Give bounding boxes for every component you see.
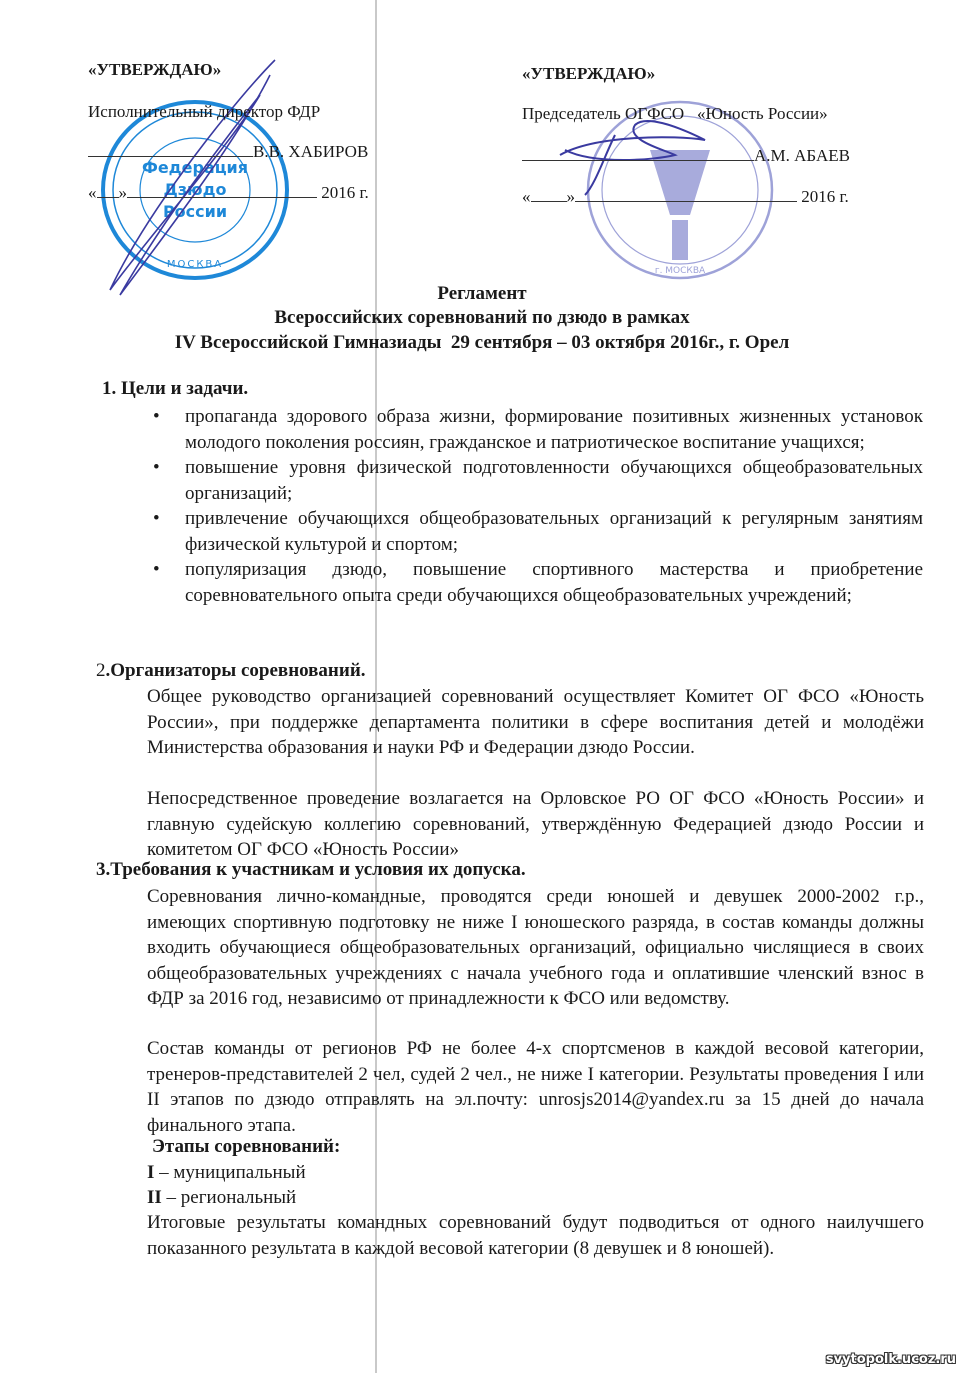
approve-year-right: 2016 г. [801, 187, 849, 206]
list-item [143, 557, 923, 608]
section-2-para-2: Непосредственное проведение возлагается на Орловское РО ОГ ФСО «Юность России» и главную судейскую коллегию соревнований, утверждённую Федерацией дзюдо России и комитетом ОГ ФСО «Юность России» [147, 788, 924, 860]
stamp-right-city: г. МОСКВА [654, 266, 706, 276]
section-1-list [143, 404, 923, 608]
bullet-icon: • [153, 457, 160, 478]
bullet-icon: • [153, 406, 160, 427]
section-1-heading: 1. Цели и задачи. [102, 378, 249, 399]
list-item [143, 404, 923, 455]
section-3-para-3: Итоговые результаты командных соревнований будут подводиться от одного наилучшего показанного результата в каждой весовой категории (8 девушек и 8 юношей). [147, 1212, 924, 1259]
section-3-para-1: Соревнования лично-командные, проводятся среди юношей и девушек 2000-2002 г.р., имеющих спортивную подготовку не ниже I юношеского разряда, в состав команды должны входить обучающиеся общеобразовательных организаций, официально числящиеся в своих общеобразовательных учреждениях с начала учебного года и оплатившие членский взнос в ФДР за 2016 год, независимо от принадлежности к ФСО или ведомству. [147, 886, 924, 1009]
date-month-blank-right [575, 187, 797, 202]
site-watermark: svytopolk.ucoz.ru [825, 1352, 956, 1367]
section-3-para-2-text: Состав команды от регионов РФ не более 4-х спортсменов в каждой весовой категории, тренеров-представителей 2 чел, судей 2 чел., не ниже I категории. Результаты проведения I или II этапов по дзюдо отправлять на эл.почту: [147, 1038, 924, 1110]
doc-subtitle-1: Всероссийских соревнований по дзюдо в рамках [274, 307, 690, 328]
list-item [143, 506, 923, 557]
stage-number: I [147, 1162, 155, 1183]
email-link[interactable]: unrosjs2014@yandex.ru [538, 1089, 725, 1110]
signature-line-left [88, 142, 253, 157]
stamp-left-text-1: Федерация [141, 158, 249, 177]
approve-name-line-left [88, 142, 368, 162]
stage-number: II [147, 1187, 162, 1208]
section-3-para-2-tail: за 15 дней до начала финального этапа. [147, 1089, 925, 1136]
stage-label: – региональный [161, 1187, 297, 1208]
date-quote-close-left: » [118, 183, 127, 202]
date-day-blank-left [97, 183, 119, 198]
bullet-text: популяризация дзюдо, повышение спортивного мастерства и приобретение соревновательного опыта среди обучающихся общеобразовательных учреждений; [185, 559, 923, 606]
stages-heading: Этапы соревнований: [152, 1136, 341, 1157]
bullet-text: повышение уровня физической подготовленности обучающихся общеобразовательных организаций; [185, 457, 923, 504]
approve-name-right: А.М. АБАЕВ [754, 146, 850, 165]
bullet-icon: • [153, 508, 160, 529]
section-2-title: .Организаторы соревнований. [105, 660, 366, 681]
list-item [143, 455, 923, 506]
stamp-left-text-3: России [162, 202, 228, 221]
stage-item [147, 1160, 306, 1186]
stamp-left-city: МОСКВА [166, 259, 224, 270]
date-quote-close-right: » [566, 187, 575, 206]
approve-date-right [522, 187, 849, 207]
signature-line-right [522, 146, 754, 161]
section-2-number: 2 [96, 660, 106, 681]
approve-heading-left: «УТВЕРЖДАЮ» [88, 60, 222, 79]
doc-subtitle-2: IV Всероссийской Гимназиады 29 сентября – 03 октября 2016г., г. Орел [174, 332, 790, 353]
doc-title: Регламент [437, 283, 527, 304]
date-day-blank-right [531, 187, 567, 202]
section-3-heading: 3.Требования к участникам и условия их допуска. [96, 859, 526, 880]
section-2-para-1: Общее руководство организацией соревнований осуществляет Комитет ОГ ФСО «Юность России», при поддержке департамента политики в сфере воспитания детей и молодёжи Министерства образования и науки РФ и Федерации дзюдо России. [147, 686, 924, 758]
approve-heading-right: «УТВЕРЖДАЮ» [522, 64, 656, 83]
date-quote-open-right: « [522, 187, 531, 206]
bullet-text: привлечение обучающихся общеобразовательных организаций к регулярным занятиям физической культурой и спортом; [185, 508, 923, 555]
section-3-para-2 [147, 1036, 924, 1138]
approve-position-left: Исполнительный директор ФДР [88, 102, 321, 121]
bullet-text: пропаганда здорового образа жизни, формирование позитивных жизненных установок молодого поколения россиян, гражданское и патриотическое воспитание учащихся; [185, 406, 923, 453]
stage-item [147, 1185, 296, 1211]
approve-year-left: 2016 г. [321, 183, 369, 202]
date-quote-open-left: « [88, 183, 97, 202]
stamp-left-text-2: Дзюдо [163, 180, 227, 199]
bullet-icon: • [153, 559, 160, 580]
stage-label: – муниципальный [154, 1162, 306, 1183]
approve-date-left [88, 183, 369, 203]
approve-name-line-right [522, 146, 850, 166]
date-month-blank-left [127, 183, 317, 198]
section-2-heading [96, 660, 366, 682]
approve-name-left: В.В. ХАБИРОВ [253, 142, 369, 161]
approve-position-right: Председатель ОГФСО «Юность России» [522, 104, 828, 123]
